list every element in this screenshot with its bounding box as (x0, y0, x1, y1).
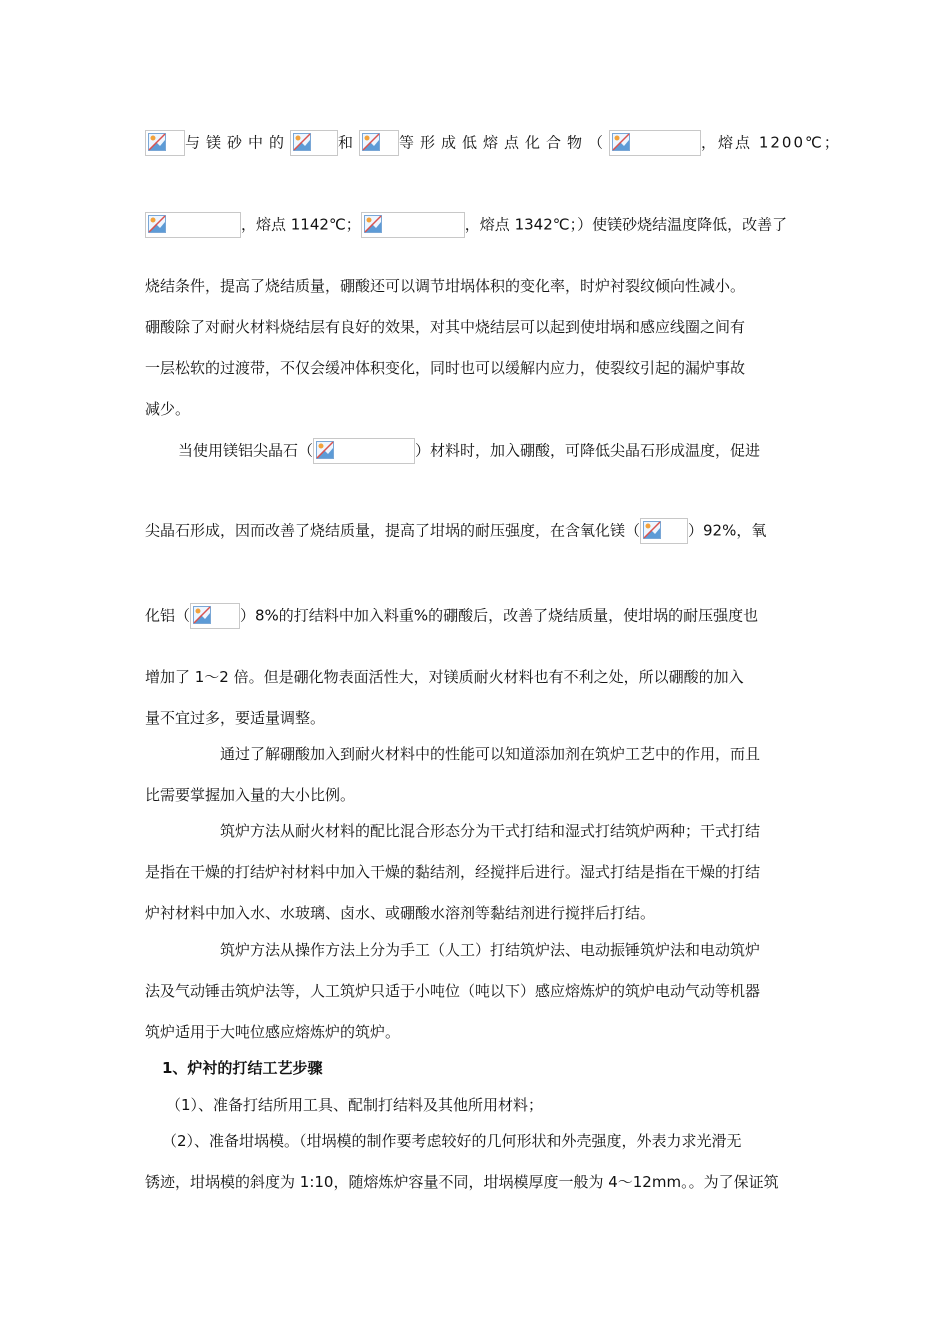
formula-image (145, 212, 241, 238)
broken-image-icon (293, 133, 311, 151)
section-heading: 1、炉衬的打结工艺步骤 (162, 1059, 323, 1077)
text-line-13: 比需要掌握加入量的大小比例。 (145, 786, 356, 804)
broken-image-icon (148, 133, 166, 151)
formula-image (290, 130, 338, 156)
text-line-8: 尖晶石形成，因而改善了烧结质量，提高了坩埚的耐压强度，在含氧化镁（ ）92%，氧 (145, 518, 766, 544)
formula-image (359, 130, 399, 156)
text-line-16: 炉衬材料中加入水、水玻璃、卤水、或硼酸水溶剂等黏结剂进行搅拌后打结。 (145, 904, 656, 922)
formula-image (313, 438, 415, 464)
text-line-14: 筑炉方法从耐火材料的配比混合形态分为干式打结和湿式打结筑炉两种；干式打结 (220, 822, 761, 840)
formula-image (145, 130, 185, 156)
broken-image-icon (612, 133, 630, 151)
text-line-1: 与镁砂中的 和 等形成低熔点化合物（ ，熔点 1200℃； (145, 130, 841, 156)
text-line-6: 减少。 (145, 400, 191, 418)
broken-image-icon (148, 215, 166, 233)
text-line-2: ，熔点 1142℃； ，熔点 1342℃；）使镁砂烧结温度降低，改善了 (145, 212, 787, 238)
text-line-22: 锈迹，坩埚模的斜度为 1:10，随熔炼炉容量不同，坩埚模厚度一般为 4～12mm。。为了保证筑 (145, 1173, 779, 1191)
formula-image (361, 212, 465, 238)
text-line-20: （1）、准备打结所用工具、配制打结料及其他所用材料； (166, 1096, 544, 1114)
text-line-21: （2）、准备坩埚模。（坩埚模的制作要考虑较好的几何形状和外壳强度，外表力求光滑无 (162, 1132, 742, 1150)
formula-image (190, 603, 240, 629)
text-line-17: 筑炉方法从操作方法上分为手工（人工）打结筑炉法、电动振锤筑炉法和电动筑炉 (220, 941, 761, 959)
broken-image-icon (362, 133, 380, 151)
text-line-10: 增加了 1～2 倍。但是硼化物表面活性大，对镁质耐火材料也有不利之处，所以硼酸的加入 (145, 668, 744, 686)
text-line-12: 通过了解硼酸加入到耐火材料中的性能可以知道添加剂在筑炉工艺中的作用，而且 (220, 745, 761, 763)
text-line-18: 法及气动锤击筑炉法等，人工筑炉只适于小吨位（吨以下）感应熔炼炉的筑炉电动气动等机器 (145, 982, 761, 1000)
formula-image (640, 518, 688, 544)
text-line-4: 硼酸除了对耐火材料烧结层有良好的效果，对其中烧结层可以起到使坩埚和感应线圈之间有 (145, 318, 746, 336)
broken-image-icon (193, 606, 211, 624)
broken-image-icon (316, 441, 334, 459)
text-line-11: 量不宜过多，要适量调整。 (145, 709, 326, 727)
text-line-5: 一层松软的过渡带，不仅会缓冲体积变化，同时也可以缓解内应力，使裂纹引起的漏炉事故 (145, 359, 746, 377)
text-line-9: 化铝（ ）8%的打结料中加入料重%的硼酸后，改善了烧结质量，使坩埚的耐压强度也 (145, 603, 758, 629)
text-line-3: 烧结条件，提高了烧结质量，硼酸还可以调节坩埚体积的变化率，时炉衬裂纹倾向性减小。 (145, 277, 746, 295)
broken-image-icon (364, 215, 382, 233)
text-line-7: 当使用镁铝尖晶石（ ）材料时，加入硼酸，可降低尖晶石形成温度，促进 (178, 438, 760, 464)
text-line-15: 是指在干燥的打结炉衬材料中加入干燥的黏结剂，经搅拌后进行。湿式打结是指在干燥的打结 (145, 863, 761, 881)
text-line-19: 筑炉适用于大吨位感应熔炼炉的筑炉。 (145, 1023, 401, 1041)
broken-image-icon (643, 521, 661, 539)
formula-image (609, 130, 701, 156)
